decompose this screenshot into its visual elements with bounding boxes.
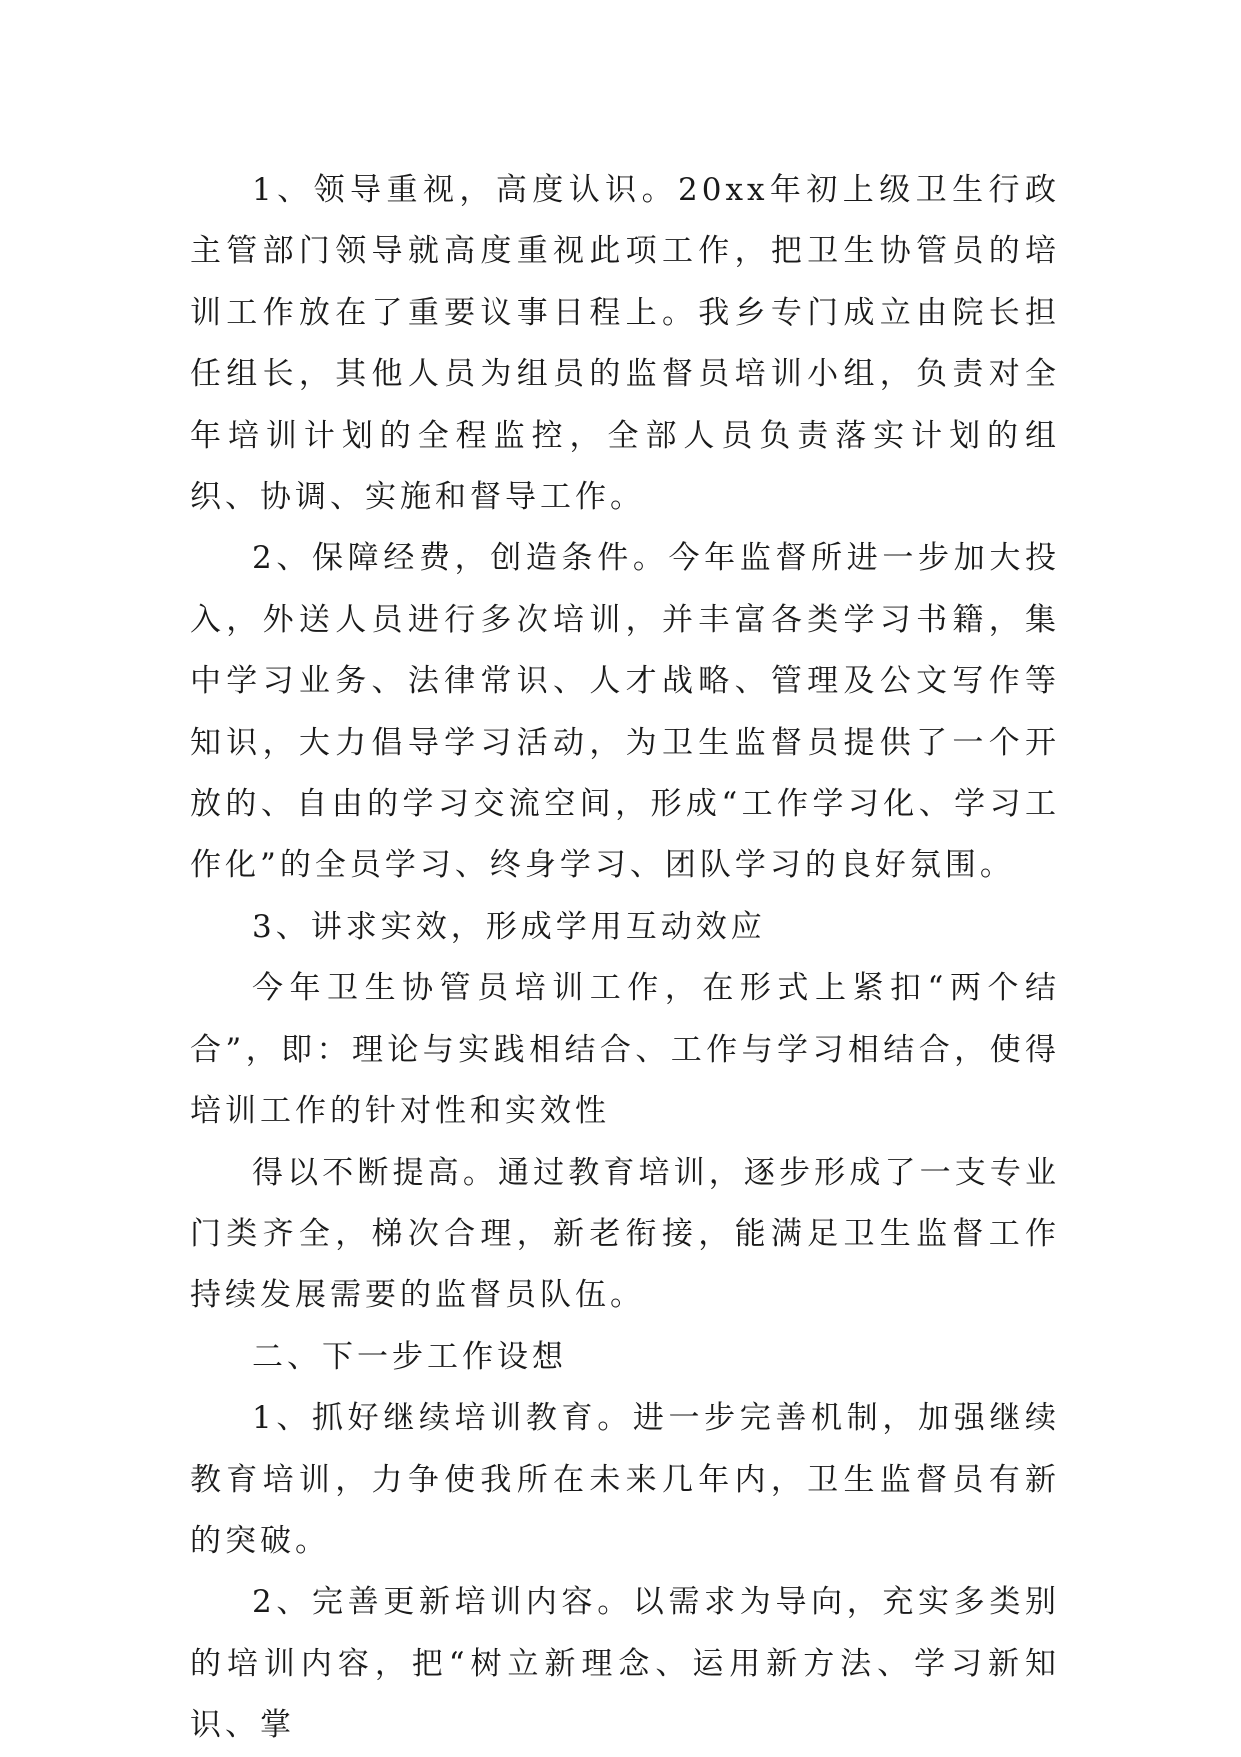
section-heading-next-steps: 二、下一步工作设想 [252, 1338, 567, 1375]
paragraph-funding: 2、保障经费，创造条件。今年监督所进一步加大投入，外送人员进行多次培训，并丰富各类学习书籍，集中学习业务、法律常识、人才战略、管理及公文写作等知识，大力倡导学习活动，为卫生监督员提供了一个开放的、自由的学习交流空间，形成“工作学习化、学习工作化”的全员学习、终身学习、团队学习的良好氛围。 [190, 540, 1060, 884]
paragraph-training-content: 2、完善更新培训内容。以需求为导向，充实多类别的培训内容，把“树立新理念、运用新方法、学习新知识、掌 [190, 1584, 1060, 1744]
document-body [190, 160, 1060, 1757]
paragraph-two-combinations: 今年卫生协管员培训工作，在形式上紧扣“两个结合”，即：理论与实践相结合、工作与学习相结合，使得培训工作的针对性和实效性 [190, 970, 1060, 1130]
paragraph-leadership: 1、领导重视，高度认识。20xx年初上级卫生行政主管部门领导就高度重视此项工作，把卫生协管员的培训工作放在了重要议事日程上。我乡专门成立由院长担任组长，其他人员为组员的监督员培训小组，负责对全年培训计划的全程监控，全部人员负责落实计划的组织、协调、实施和督导工作。 [190, 172, 1060, 516]
paragraph-effectiveness-heading: 3、讲求实效，形成学用互动效应 [252, 908, 766, 945]
paragraph-continuing-education: 1、抓好继续培训教育。进一步完善机制，加强继续教育培训，力争使我所在未来几年内，卫生监督员有新的突破。 [190, 1400, 1060, 1559]
paragraph-improvement: 得以不断提高。通过教育培训，逐步形成了一支专业门类齐全，梯次合理，新老衔接，能满足卫生监督工作持续发展需要的监督员队伍。 [190, 1154, 1060, 1314]
